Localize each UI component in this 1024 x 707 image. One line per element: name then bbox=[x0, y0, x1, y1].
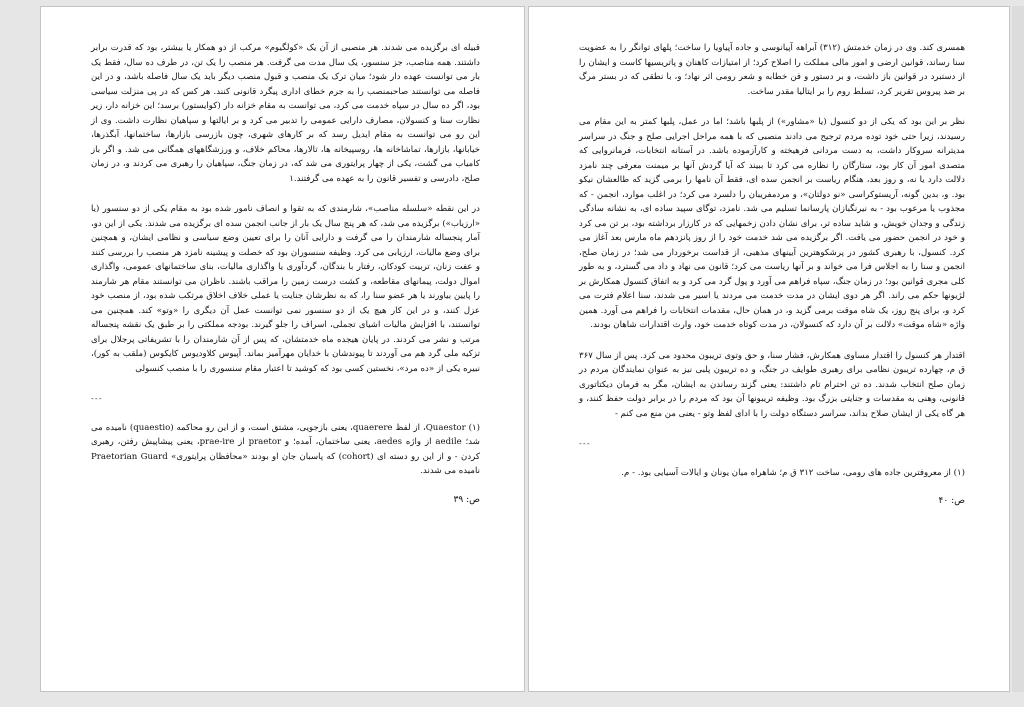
body-paragraph: در این نقطه «سلسله مناصب»، شارمندی که به تقوا و انصاف نامور شده بود به مقام یکی از دو سنسور (یا «ارزیاب») برگزیده می شد، که هر پنج سال یک بار از جانب انجمن سده ای برگزیده می شدند. یکی از این دو، آمار پنجساله شارمندان را می گرفت و دارایی آنان را برای تعیین وضع سیاسی و نظامی ایشان، و همچنین برای وضع مالیات، ارزیابی می کرد. وظیفه سنسوران بود که خصلت و پیشینه نامزد هر منصب را بررسی کنند و عفت زنان، تربیت کودکان، رفتار با بندگان، گردآوری یا واگذاری مالیات، بنای ساختمانهای عمومی، واگذاری اموال دولت، پیمانهای مقاطعه، و کشت درست زمین را مراقب باشند. ناظران می توانستند مقام هر شارمند را پایین بیاورند یا هر عضو سنا را، که به نظرشان جنایت یا عملی خلاف اخلاق مرتکب شده بود، از منصب خود عزل کنند، و در این کار هیچ یک از دو سنسور نمی توانست عمل آن دیگری را «وتو» کند. همچنین می توانستند، با افزایش مالیات اشیای تجملی، اسراف را جلو گیرند. بودجه مملکتی را بر طبق یک نقشه پنجساله مرتب و نشر می کردند. در پایان هیجده ماه خدمتشان، که پس از آن شارمندان را با تشریفاتی پرجلال برای تزکیه ملی گرد هم می آوردند تا پیوندشان با خدایان مهرآمیز بماند. آپیوس کلاودیوس کایکوس (ملقب به کور)، نبیره یکی از «ده مرد»، نخستین کسی بود که کوشید تا اعتبار مقام سنسوری را با منصب کنسولی bbox=[91, 204, 480, 374]
page-number: ص: ۳۹ bbox=[453, 494, 480, 505]
footnote: (۱) از معروفترین جاده های رومی، ساخت ۳۱۲ ق م؛ شاهراه میان یونان و ایالات آسیایی بود. - م. bbox=[621, 467, 965, 478]
body-paragraph: نظر بر این بود که یکی از دو کنسول (یا «مشاور») از پلبها باشد؛ اما در عمل، پلبها کمتر به این مقام می رسیدند، زیرا حتی خود توده مردم ترجیح می دادند منصبی که با همه مراحل اجرایی صلح و جنگ در سراسر مدیترانه سروکار داشت، به دست مردانی فرهیخته و کارآزموده باشد. در آستانه انتخابات، فرمانروایی که متصدی امور آن کار بود، ستارگان را نظاره می کرد تا ببیند که آیا گردش آنها بر میمنت معرفی چند نامزد دلالت دارد یا نه، و روز بعد، هنگام ریاست بر انجمن سده ای، فقط آن نامها را برمی گزید که طالعشان نیکو بود. و، بدین گونه، آریستوکراسی «نو دولتان»، و مردمفریبان را دلسرد می کرد؛ در اغلب موارد، انجمن - که مجذوب یا مرعوب بود - به نیرنگبازان پارسانما تسلیم می شد. نامزد، توگای سپید ساده ای، به نشانه سادگی زندگی و وجدان خویش، و شاید ساده تر، برای نشان دادن زخمهایی که در کارزار برداشته بود، بر تن می کرد و خود در انجمن حضور می یافت. اگر برگزیده می شد خدمت خود را از روز پانزدهم ماه مارس بعد آغاز می کرد. کنسول، با رهبری کشور در پرشکوهترین آیینهای مذهبی، از قداست برخوردار می شد؛ در زمان صلح، انجمن و سنا را به اجلاس فرا می خواند و بر آنها ریاست می کرد؛ قانون می نهاد و داد می گسترد، و به طور کلی مجری قوانین بود؛ در زمان جنگ، سپاه فراهم می آورد و پول گرد می کرد و به اتفاق کنسول همکارش بر لژیونها حکم می راند. اگر هر دوی ایشان در مدت خدمت می مردند یا اسیر می شدند، سنا اعلام فترت می کرد و، برای پنج روز، یک شاه موقت برمی گزید و، در همان حال، مقدمات انتخابات را فراهم می آورد. همین واژه «شاه موقت» دلالت بر آن دارد که کنسولان، در مدت کوتاه خدمت خود، وارث اقتدارات شاهان بودند. bbox=[579, 117, 965, 330]
page-content bbox=[91, 41, 480, 671]
page-number: ص: ۴۰ bbox=[938, 496, 965, 506]
document-page-right bbox=[528, 6, 1010, 692]
body-paragraph: قبیله ای برگزیده می شدند. هر منصبی از آن یک «کولگیوم» مرکب از دو همکار یا بیشتر، بود که قدرت برابر داشتند. همه مناصب، جز سنسور، یک سال مدت می گرفت. هر منصب را یک تن، در طرف ده سال، فقط یک بار می توانست عهده دار شود؛ میان ترک یک منصب و قبول منصب دیگر باید یک سال فاصله باشد، و در این فاصله می توانستند صاحبمنصب را به جرم خطای اداری پیگرد قانونی کنند. هر کس که در پی منزلت سیاسی بود، اگر ده سال در سپاه خدمت می کرد، می توانست به مقام خزانه دار (کوایستور) برسد؛ این خزانه دار، زیر نظارت سنا و کنسولان، مصارف دارایی عمومی را تدبیر می کرد و بر ایالتها و سپاهیان نظارت داشت. وی از این رو می توانست به مقام ایدیل رسد که بر کارهای شهری، چون بازرسی بازارها، ساختمانها، آبگذرها، خیابانها، بازارها، تماشاخانه ها، روسپیخانه ها، تالارها، محاکم خلاف، و ورزشگاههای همگانی می شد. و اگر باز کامیاب می گشت، یکی از چهار پرایتوری می شد که، در زمان جنگ، سپاهیان را رهبری می کردند و، در زمان صلح، دادرسی و تفسیر قانون را به عهده می گرفتند.۱ bbox=[91, 43, 480, 184]
document-page-left bbox=[40, 6, 525, 692]
footnote-separator: --- bbox=[579, 439, 591, 449]
body-paragraph: همسری کند. وی در زمان خدمتش (۳۱۲) آبراهه آپیانوسی و جاده آپیاویا را ساخت؛ پلهای توانگر را به عضویت سنا رساند، قوانین ارضی و امور مالی مملکت را اصلاح کرد؛ از امتیازات کاهنان و پاتریسیها کاست و ایشان را از دستبرد در قوانین باز داشت، و بر دستور و فن خطابه و شعر رومی اثر نهاد؛ و، با نطقی که در بستر مرگ بر ضد پیروس تقریر کرد، تسلط روم را بر ایتالیا مقدر ساخت. bbox=[579, 43, 965, 97]
vertical-scrollbar[interactable] bbox=[1012, 6, 1024, 692]
body-paragraph: اقتدار هر کنسول را اقتدار مساوی همکارش، فشار سنا، و حق وتوی تریبون محدود می کرد. پس از سال ۳۶۷ ق م، چهارده تریبون نظامی برای رهبری طوایف در جنگ، و ده تریبون پلبی نیز به عنوان نمایندگان مردم در زمان صلح انتخاب شدند. ده تن احترام تام داشتند: یعنی گزند رساندن به ایشان، مگر به فرمان دیکتاتوری قانونی، وهنی به مقدسات و جنایتی بزرگ بود. وظیفه تریبونها آن بود که مردم را در برابر دولت حفظ کنند، و هر گاه یکی از ایشان صلاح بداند، سراسر دستگاه دولت را با ادای لفظ وتو - یعنی من منع می کنم - bbox=[579, 350, 965, 419]
page-content bbox=[579, 41, 965, 671]
footnote-separator: --- bbox=[91, 394, 103, 404]
footnote: (۱) Quaestor، از لفظ quaerere، یعنی بازجویی، مشتق است، و از این رو محاکمه (quaestio) نامیده می شد؛ aedile از واژه aedes، یعنی ساختمان، آمده؛ و praetor از prae-ire، یعنی پیشاپیش رفتن، رهبری کردن - و از این رو دسته ای (cohort) که پاسبان جان او بودند «محافظان پرایتوری» Praetorian Guard نامیده می شدند. bbox=[91, 422, 481, 476]
